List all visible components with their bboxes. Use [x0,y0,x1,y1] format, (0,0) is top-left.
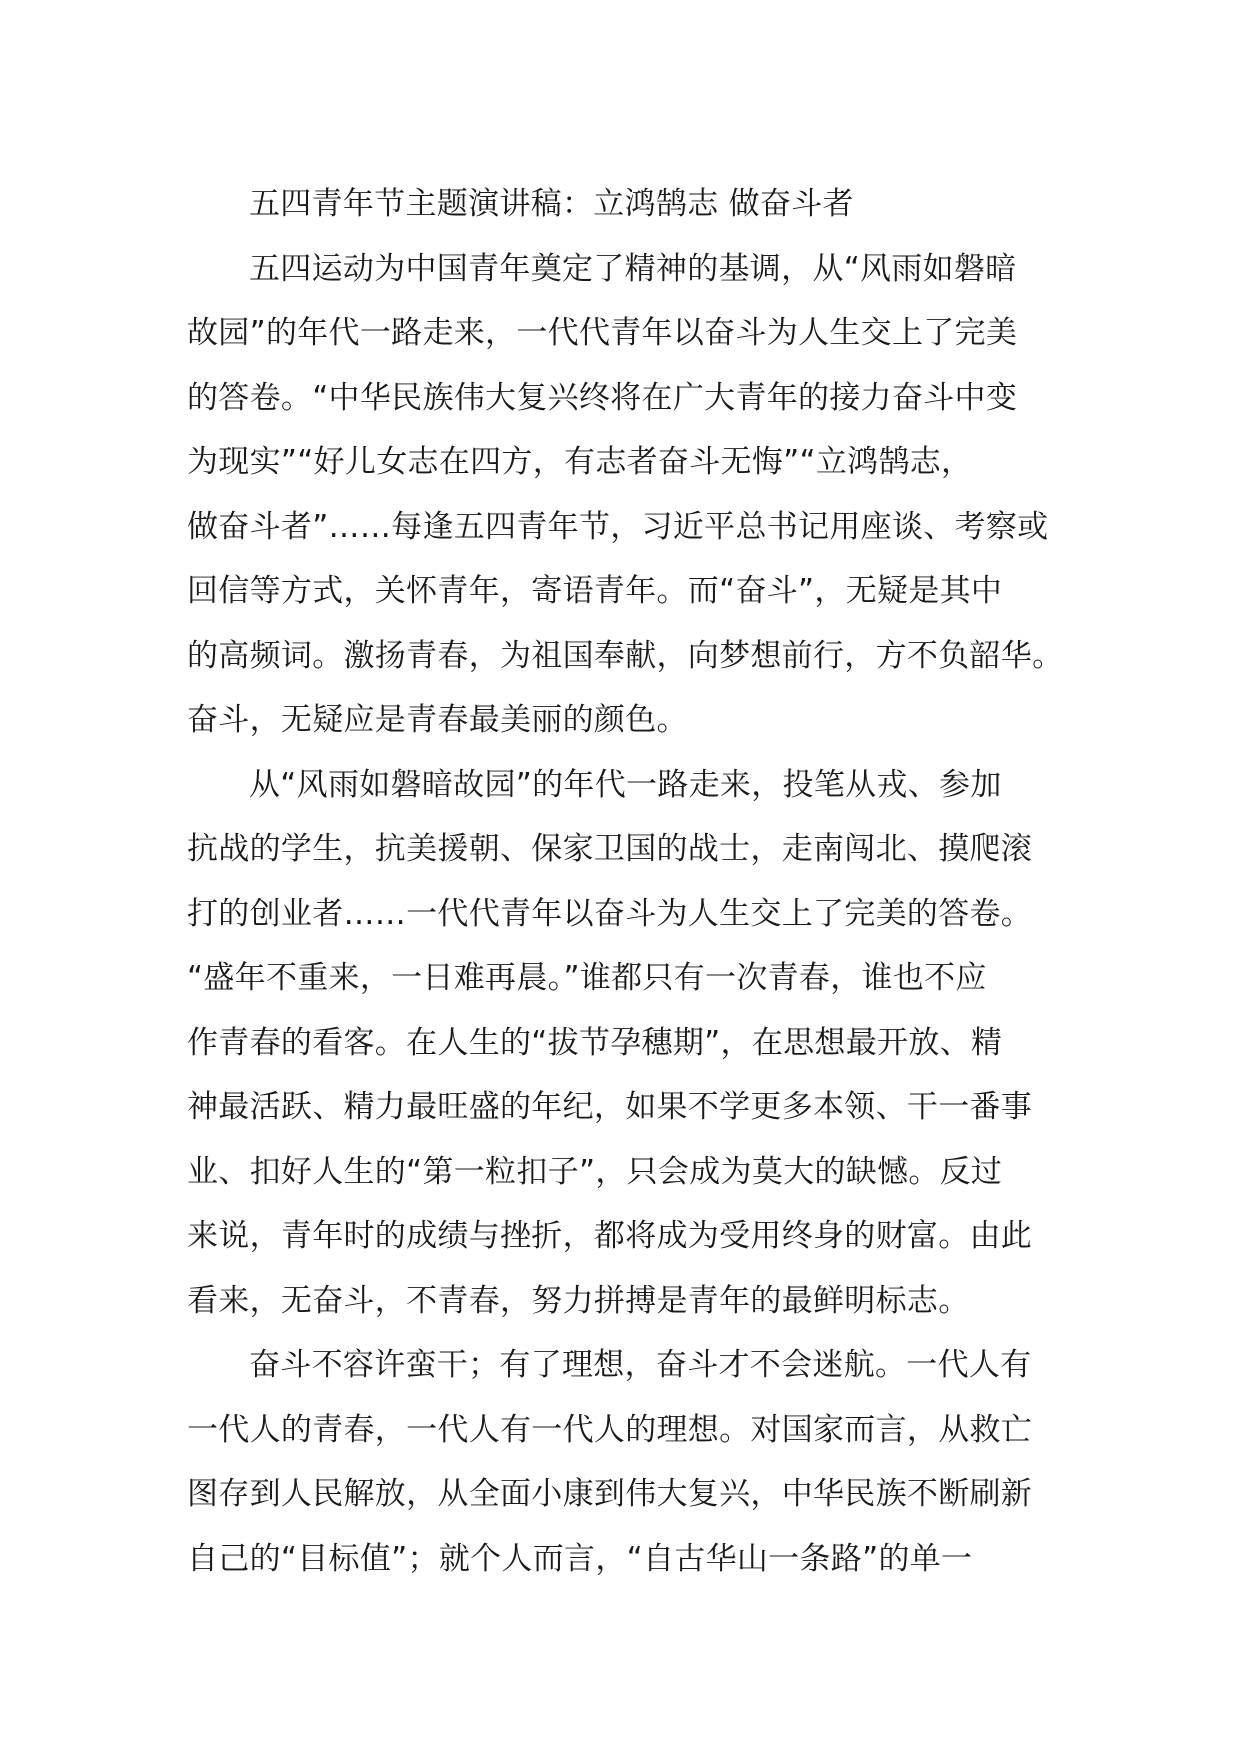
paragraph-2 [187,753,1067,1334]
paragraph-line: 看来，无奋斗，不青春，努力拼搏是青年的最鲜明标志。 [187,1282,970,1319]
paragraph-3 [187,1333,1067,1591]
paragraph-line: 来说，青年时的成绩与挫折，都将成为受用终身的财富。由此 [187,1218,1033,1254]
paragraph-line: 奋斗，无疑应是青春最美丽的颜色。 [187,702,688,738]
paragraph-line: 神最活跃、精力最旺盛的年纪，如果不学更多本领、干一番事 [187,1089,1033,1125]
paragraph-line: 的答卷。“中华民族伟大复兴终将在广大青年的接力奋斗中变 [187,379,1018,416]
paragraph-line: 回信等方式，关怀青年，寄语青年。而“奋斗”，无疑是其中 [187,573,1003,609]
paragraph-line: 图存到人民解放，从全面小康到伟大复兴，中华民族不断刷新 [187,1476,1033,1512]
paragraph-line: 业、扣好人生的“第一粒扣子”，只会成为莫大的缺憾。反过 [187,1153,1003,1190]
paragraph-line: 五四运动为中国青年奠定了精神的基调，从“风雨如磐暗 [249,250,1017,287]
paragraph-line: 为现实”“好儿女志在四方，有志者奋斗无悔”“立鸿鹄志， [187,444,973,480]
paragraph-line: 自己的“目标值”；就个人而言，“自古华山一条路”的单一 [187,1540,973,1577]
paragraph-line: 故园”的年代一路走来，一代代青年以奋斗为人生交上了完美 [187,315,1018,351]
paragraph-line: “盛年不重来，一日难再晨。”谁都只有一次青春，谁也不应 [187,960,987,996]
document-body [187,172,1067,1591]
paragraph-line: 一代人的青春，一代人有一代人的理想。对国家而言，从救亡 [187,1411,1033,1448]
paragraph-line: 作青春的看客。在人生的“拔节孕穗期”，在思想最开放、精 [187,1024,1003,1061]
document-title: 五四青年节主题演讲稿：立鸿鹄志 做奋斗者 [249,186,854,222]
paragraph-line: 的高频词。激扬青春，为祖国奉献，向梦想前行，方不负韶华。 [187,637,1064,674]
paragraph-line: 抗战的学生，抗美援朝、保家卫国的战士，走南闯北、摸爬滚 [187,831,1033,867]
paragraph-1 [187,237,1067,753]
paragraph-line: 打的创业者……一代代青年以奋斗为人生交上了完美的答卷。 [187,895,1033,932]
paragraph-line: 奋斗不容许蛮干；有了理想，奋斗才不会迷航。一代人有 [249,1347,1032,1383]
paragraph-line: 从“风雨如磐暗故园”的年代一路走来，投笔从戎、参加 [249,766,1002,803]
paragraph-line: 做奋斗者”……每逢五四青年节，习近平总书记用座谈、考察或 [187,508,1049,545]
